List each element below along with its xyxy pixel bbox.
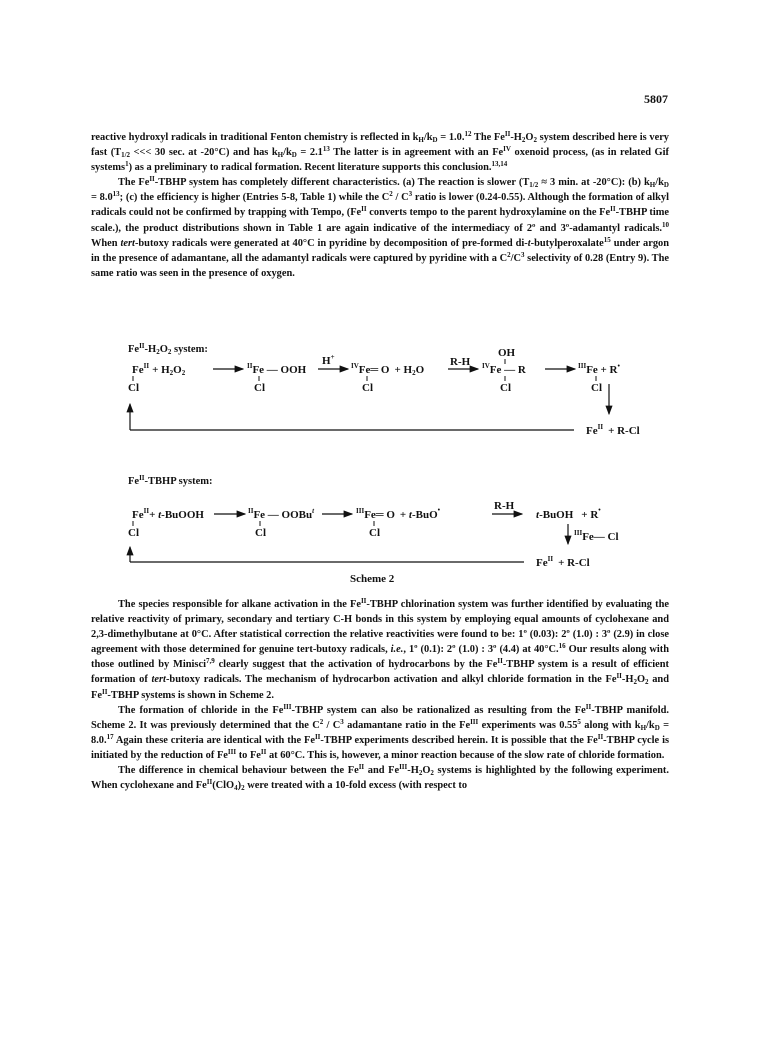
- fe-iii-oxo: $^{III}$Fe═ O + t-BuO•: [356, 506, 441, 521]
- cl-label: Cl: [128, 382, 139, 394]
- tbuoh-plus-r: t-BuOH + R•: [536, 506, 601, 521]
- paragraph: The $Fe^{II}$-TBHP system has completely different characteristics. (a) The reaction is slower ($T_{1/2} \approx 3$ min. at -20°C): (b) $k_H/k_D = 8.0^{13}$; (c) the efficiency is higher (Entries 5-8, Table 1) while the $C^2 / C^3$ ratio is lower (0.24-0.55). Although the formation of alkyl radicals could not be confirmed by trapping with Tempo, ($Fe^{II}$ converts tempo to the parent hydroxylamine on the $Fe^{II}$-TBHP time scale.), the product distributions shown in Table 1 are again indicative of the intermediacy of 2º and 3º-adamantyl radicals.$^{10}$ When tert-butoxy radicals were generated at 40°C in pyridine by decomposition of pre-formed di-t-butylperoxalate$^{15}$ under argon in the presence of adamantane, all the adamantyl radicals were captured by pyridine with a $C^2/C^3$ selectivity of 0.28 (Entry 9). The same ratio was seen in the presence of oxygen.: [91, 175, 670, 279]
- h2o2-system-header: $Fe^{II}-H2O2$ system:: [128, 342, 208, 356]
- rh-label: R-H: [450, 356, 471, 368]
- fe-ii-rcl-2: $Fe^{II} + R-Cl$: [536, 555, 590, 569]
- cl-label: Cl: [255, 527, 266, 539]
- fe-iii-cl: $^{III}$Fe— Cl: [574, 529, 619, 543]
- fe-iv-oxo: $^{IV}$Fe═ O + H2O: [351, 362, 425, 377]
- cl-label: Cl: [369, 527, 380, 539]
- cl-label: Cl: [254, 382, 265, 394]
- cl-label: Cl: [500, 382, 511, 394]
- oh-label: OH: [498, 347, 516, 359]
- paragraph: The species responsible for alkane activation in the $Fe^{II}$-TBHP chlorination system was further identified by evaluating the relative reactivity of primary, secondary and tertiary C-H bonds in this system by employing equal amounts of cyclohexane and 2,3-dimethylbutane at 0°C. After statistical correction the relative reactivities were found to be: 1º (0.03): 2º (1.0) : 3º (2.9) in close agreement with those determined for genuine tert-butoxy radicals, i.e., 1º (0.1): 2º (1.0) : 3º (4.4) at 40°C.$^{16}$ Our results along with those outlined by Minisci$^{7,9}$ clearly suggest that the activation of hydrocarbons by the $Fe^{II}$-TBHP system is a result of efficient formation of tert-butoxy radicals. The mechanism of hydrocarbon activation and alkyl chloride formation in the $Fe^{II}-H_2O_2$ and $Fe^{II}$-TBHP systems is shown in Scheme 2.: [91, 597, 669, 701]
- cl-label: Cl: [128, 527, 139, 539]
- page-number: 5807: [644, 92, 668, 106]
- tbhp-system-header: $Fe^{II}$-TBHP system:: [128, 474, 213, 487]
- body-text-bottom: [91, 597, 669, 793]
- fe-ii-tbuooh: $Fe^{II}+$ t-BuOOH: [132, 507, 204, 521]
- fe-ii-oobu: $^{II}$Fe — OOBu$^t$: [248, 507, 315, 521]
- paragraph: reactive hydroxyl radicals in traditional Fenton chemistry is reflected in $k_H/k_D = 1.0.12$ The $Fe^{II}-H_2O_2$ system described here is very fast ($T_{1/2}$ <<< 30 sec. at -20°C) and has $k_H/k_D = 2.1^{13}$ The latter is in agreement with an $Fe^{IV}$ oxenoid process, (as in related Gif systems$^1$) as a preliminary to radical formation. Recent literature supports this conclusion.$^{13,14}$: [91, 130, 670, 174]
- paragraph: The formation of chloride in the $Fe^{III}$-TBHP system can also be rationalized as resulting from the $Fe^{II}$-TBHP manifold. Scheme 2. It was previously determined that the $C^2 / C^3$ adamantane ratio in the $Fe^{III}$ experiments was 0.55$^5$ along with $k_H/k_D = 8.0.17$ Again these criteria are identical with the $Fe^{II}$-TBHP experiments described herein. It is possible that the $Fe^{II}$-TBHP cycle is initiated by the reduction of $Fe^{III}$ to $Fe^{II}$ at 60°C. This is, however, a minor reaction because of the slow rate of chloride formation.: [91, 702, 669, 761]
- scheme-caption: Scheme 2: [350, 573, 395, 585]
- rh-label: R-H: [494, 500, 515, 512]
- fe-iii-plus-r: $^{III}$Fe + R•: [578, 362, 620, 376]
- h-plus: H+: [322, 353, 335, 367]
- fe-ii-ooh: $^{II}$Fe — OOH: [247, 362, 307, 376]
- fe-ii-rcl-1: $Fe^{II} + R-Cl$: [586, 423, 640, 437]
- paragraph: The difference in chemical behaviour between the $Fe^{II}$ and $Fe^{III}-H_2O_2$ systems is highlighted by the following experiment. When cyclohexane and $Fe^{II}(ClO_4)_2$ were treated with a 10-fold excess (with respect to: [91, 763, 669, 793]
- fe-ii-reactant: $Fe^{II} + H2O2$: [132, 362, 186, 377]
- fe-iv-r: $^{IV}$Fe — R: [482, 362, 526, 376]
- cl-label: Cl: [362, 382, 373, 394]
- cl-label: Cl: [591, 382, 602, 394]
